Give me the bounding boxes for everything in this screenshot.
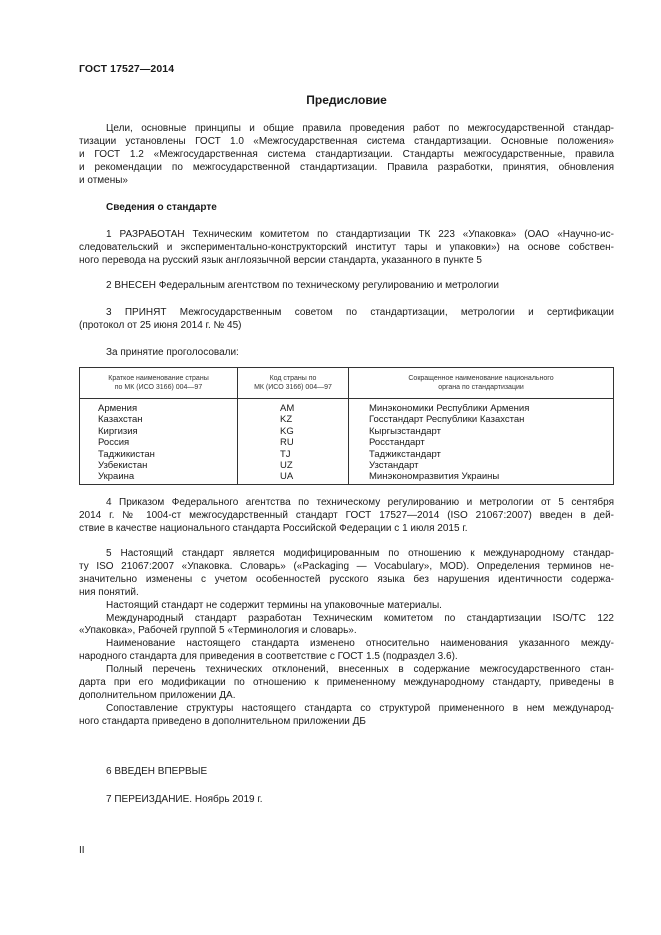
table-cell: UA (280, 471, 294, 483)
table-cell: Украина (98, 471, 135, 483)
table-cell: Росстандарт (369, 437, 425, 449)
table-cell: Киргизия (98, 425, 138, 437)
voting-table (79, 367, 614, 485)
table-cell: Таджикистан (98, 448, 155, 460)
table-cell: Таджикстандарт (369, 448, 441, 460)
country-column (98, 403, 155, 483)
body-column (369, 403, 529, 483)
item-7-paragraph: 7 ПЕРЕИЗДАНИЕ. Ноябрь 2019 г. (106, 794, 263, 805)
section-title: Предисловие (306, 93, 387, 107)
item-2-paragraph: 2 ВНЕСЕН Федеральным агентством по техническому регулированию и метрологии (106, 280, 499, 291)
table-cell: Узбекистан (98, 460, 148, 472)
vote-label: За принятие проголосовали: (106, 347, 239, 358)
page-number: II (79, 845, 85, 856)
item-5-paragraph: 5 Настоящий стандарт является модифицированным по отношению к международному стандар- ту ISO 21067:2007 «Упаковка. Словарь» («Packaging — Vocabulary», MOD). Определения терминов не- значительно изменены с учетом особенностей русского языка без нарушения идентичности содержа- ния понятий. Настоящий стандарт не содержит термины на упаковочные материалы. Международный стандарт разработан Техническим комитетом по стандартизации ISO/TC 122 «Упаковка», Рабочей группой 5 «Терминология и словарь». Наименование настоящего стандарта изменено относительно наименования указанного между- народного стандарта для приведения в соответствие с ГОСТ 1.5 (подраздел 3.6). Полный перечень технических отклонений, внесенных в содержание межгосударственного стан- дарта при его модификации по отношению к примененному международному стандарту, приведены в дополнительном приложении ДА. Сопоставление структуры настоящего стандарта со структурой примененного в нем международ- ного стандарта приведено в дополнительном приложении ДБ (79, 548, 614, 727)
item-3-paragraph: 3 ПРИНЯТ Межгосударственным советом по стандартизации, метрологии и сертификации (протокол от 25 июня 2014 г. № 45) (79, 307, 614, 331)
table-cell: Россия (98, 437, 130, 449)
table-header-body: Сокращенное наименование национального органа по стандартизации (408, 375, 554, 391)
table-cell: RU (280, 437, 294, 449)
table-cell: Госстандарт Республики Казахстан (369, 414, 525, 426)
subsection-title: Сведения о стандарте (106, 202, 217, 213)
table-cell: Узстандарт (369, 460, 419, 472)
table-header-country: Краткое наименование страны по МК (ИСО 3166) 004—97 (108, 375, 209, 391)
table-cell: Минэкономики Республики Армения (369, 403, 530, 414)
table-cell: Армения (98, 403, 138, 414)
table-header-code: Код страны по МК (ИСО 3166) 004—97 (254, 375, 332, 391)
intro-paragraph: Цели, основные принципы и общие правила проведения работ по межгосударственной стандар- тизации установлены ГОСТ 1.0 «Межгосударственная система стандартизации. Основные положения» и ГОСТ 1.2 «Межгосударственная система стандартизации. Стандарты межгосударственные, правила и рекомендации по межгосударственной стандартизации. Правила разработки, принятия, обновления и отмены» (79, 123, 614, 186)
table-cell: UZ (280, 460, 293, 472)
table-cell: AM (280, 403, 295, 414)
item-5-note: Настоящий стандарт не содержит термины на упаковочные материалы. (106, 599, 442, 611)
document-number: ГОСТ 17527—2014 (79, 63, 175, 75)
table-cell: Казахстан (98, 414, 143, 426)
item-1-paragraph: 1 РАЗРАБОТАН Техническим комитетом по стандартизации ТК 223 «Упаковка» (ОАО «Научно-ис- следовательский и экспериментально-конструкторский институт тары и упаковки») на основе собствен- ного перевода на русский язык англоязычной версии стандарта, указанного в пункте 5 (79, 229, 614, 266)
item-4-paragraph: 4 Приказом Федерального агентства по техническому регулированию и метрологии от 5 сентября 2014 г. № 1004-ст межгосударственный стандарт ГОСТ 17527—2014 (ISO 21067:2007) введен в дей- ствие в качестве национального стандарта Российской Федерации с 1 июля 2015 г. (79, 497, 614, 534)
table-cell: Минэкономразвития Украины (369, 471, 500, 483)
table-cell: TJ (280, 448, 291, 460)
code-column (280, 403, 294, 483)
table-cell: KG (280, 425, 294, 437)
item-6-paragraph: 6 ВВЕДЕН ВПЕРВЫЕ (106, 766, 208, 777)
table-cell: KZ (280, 414, 293, 426)
table-cell: Кыргызстандарт (369, 425, 441, 437)
